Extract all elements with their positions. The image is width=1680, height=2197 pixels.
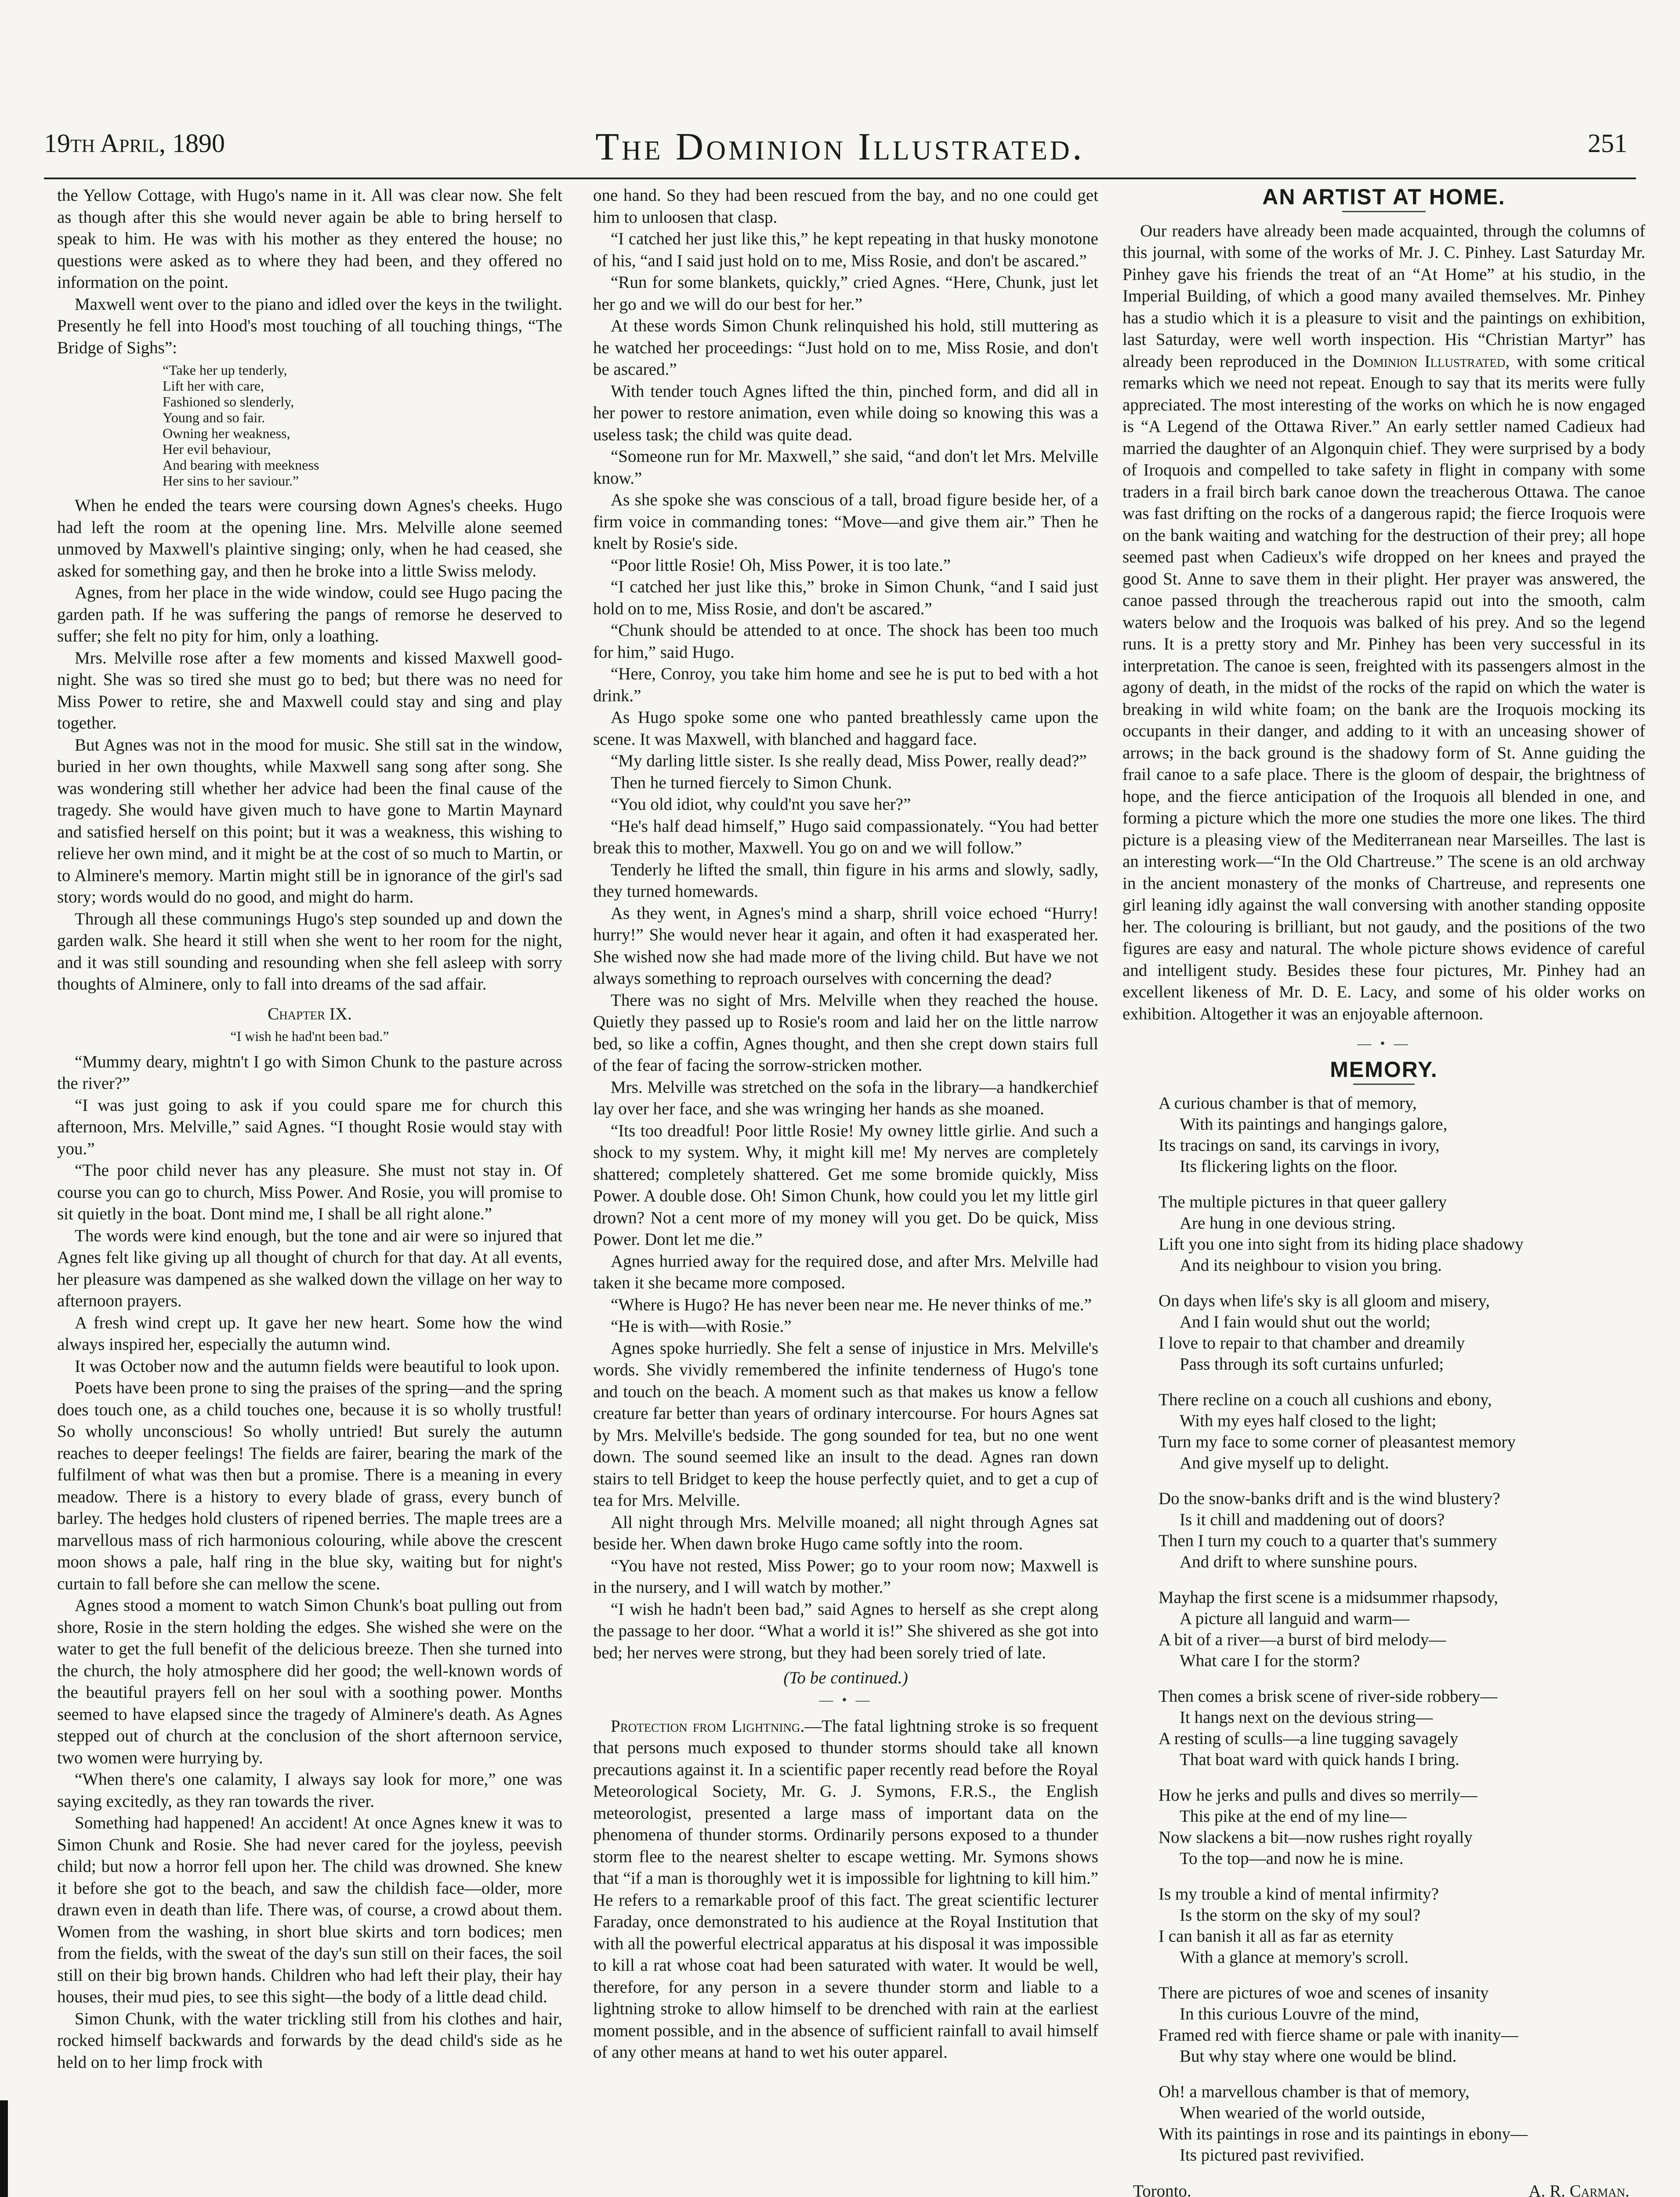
- poem-line: Owning her weakness,: [163, 425, 290, 441]
- section-divider: — • —: [1357, 1035, 1411, 1051]
- poem-line: How he jerks and pulls and dives so merrily—: [1159, 1785, 1477, 1805]
- poem-stanza: [1122, 2081, 1645, 2166]
- poem-line: In this curious Louvre of the mind,: [1180, 2004, 1419, 2023]
- poem-line: Her evil behaviour,: [163, 441, 271, 457]
- issue-date: 19th April, 1890: [44, 129, 225, 158]
- poem-line: Its pictured past revivified.: [1180, 2145, 1365, 2164]
- paragraph: Agnes stood a moment to watch Simon Chunk's boat pulling out from shore, Rosie in the stern holding the edges. She wished she were on the water to get the full benefit of the delicious breeze. Then she turned into the church, the holy atmosphere did her good; the well-known words of the beautiful prayers fell on her soul with a soothing power. Months seemed to have elapsed since the tragedy of Alminere's death. As Agnes stepped out of church at the conclusion of the short afternoon service, two women were hurrying by.: [57, 1596, 562, 1767]
- chapter-heading: Chapter IX.: [268, 1004, 352, 1023]
- poem-line: A curious chamber is that of memory,: [1159, 1093, 1417, 1113]
- column-1: [57, 185, 562, 2197]
- paragraph: “He's half dead himself,” Hugo said compassionately. “You had better break this to mother, Maxwell. You go on and we will follow.”: [593, 816, 1098, 857]
- poem-title: MEMORY.: [1330, 1057, 1438, 1082]
- paragraph: “I catched her just like this,” broke in Simon Chunk, “and I said just hold on to me, Miss Rosie, and don't be ascared.”: [593, 577, 1098, 618]
- publication-title: The Dominion Illustrated.: [595, 126, 1085, 168]
- poem-line: With my eyes half closed to the light;: [1180, 1411, 1437, 1430]
- paragraph: As Hugo spoke some one who panted breathlessly came upon the scene. It was Maxwell, with blanched and haggard face.: [593, 708, 1098, 749]
- text-run: , with some critical remarks which we need not repeat. Enough to say that its merits were fully appreciated. The most interesting of the works on which he is now engaged is “A Legend of the Ottawa River.” An early settler named Cadieux had married the daughter of an Algonquin chief. They were surprised by a body of Iroquois and compelled to take safety in flight in company with some traders in a frail birch bark canoe down the treacherous Ottawa. The canoe was fast drifting on the rocks of a dangerous rapid; the fierce Iroquois were on the bank waiting and watching for the destruction of their prey; all hope seemed past when Cadieux's wife dropped on her knees and prayed the good St. Anne to save them in their plight. Her prayer was answered, the canoe passed through the treacherous rapid out into the smooth, calm waters below and the Iroquois was balked of his prey. And so the legend runs. It is a pretty story and Mr. Pinhey has been very successful in its interpretation. The canoe is seen, freighted with its passengers almost in the agony of death, in the midst of the rocks of the rapid on which the water is breaking in wild white foam; on the bank are the Iroquois mocking its occupants in their danger, and adding to it with an unceasing shower of arrows; in the back ground is the shadowy form of St. Anne guiding the frail canoe to a safe place. There is the gloom of despair, the brightness of hope, and the fierce anticipation of the Iroquois all blended in one, and forming a picture which the more one studies the more one likes. The third picture is a pleasing view of the Mediterranean near Marseilles. The last is an interesting work—“In the Old Chartreuse.” The scene is an old archway in the ancient monastery of the monks of Chartreuse, and represents one girl leaning idly against the wall conversing with another standing opposite her. The colouring is brilliant, but not gaudy, and the positions of the two figures are easy and natural. The whole picture shows evidence of careful and intelligent study. Besides these four pictures, Mr. Pinhey had an excellent likeness of Mr. D. E. Lacy, and some of his older works on exhibition. Altogether it was an enjoyable afternoon.: [1122, 352, 1645, 1023]
- paragraph: “Poor little Rosie! Oh, Miss Power, it is too late.”: [611, 555, 951, 575]
- paragraph: Maxwell went over to the piano and idled over the keys in the twilight. Presently he fell into Hood's most touching of all touching things, “The Bridge of Sighs”:: [57, 294, 562, 357]
- poem-stanza: [1122, 1686, 1645, 1770]
- column-2: [593, 185, 1098, 2197]
- paragraph: Agnes hurried away for the required dose, and after Mrs. Melville had taken it she became more composed.: [593, 1251, 1098, 1292]
- article-run-in-title: Protection from Lightning.: [611, 1716, 805, 1736]
- section-divider: — • —: [819, 1691, 873, 1708]
- poem-line: Then comes a brisk scene of river-side robbery—: [1159, 1686, 1498, 1706]
- poem-line: And bearing with meekness: [163, 457, 319, 473]
- paragraph: “You old idiot, why could'nt you save her?”: [611, 795, 911, 814]
- paragraph: the Yellow Cottage, with Hugo's name in it. All was clear now. She felt as though after this she would never again be able to bring herself to speak to him. He was with his mother as they entered the house; no questions were asked as to where they had been, and they offered no information on the point.: [57, 186, 562, 292]
- masthead-rule: [44, 178, 1636, 179]
- place-name: Toronto.: [1133, 2181, 1191, 2197]
- paragraph: Simon Chunk, with the water trickling still from his clothes and hair, rocked himself backwards and forwards by the dead child's side as he held on to her limp frock with: [57, 2009, 562, 2072]
- poem-line: Young and so fair.: [163, 410, 265, 425]
- paragraph: “Where is Hugo? He has never been near me. He never thinks of me.”: [611, 1295, 1092, 1314]
- paragraph: “I wish he hadn't been bad,” said Agnes to herself as she crept along the passage to her door. “What a world it is!” She shivered as she got into bed; her nerves were strong, but they had been sorely tried of late.: [593, 1599, 1098, 1662]
- chapter-epigraph: “I wish he had'nt been bad.”: [230, 1028, 389, 1044]
- paragraph: With tender touch Agnes lifted the thin, pinched form, and did all in her power to restore animation, even while doing so knowing this was a useless task; the child was quite dead.: [593, 381, 1098, 444]
- title-rule: [1342, 211, 1426, 212]
- paragraph: Agnes, from her place in the wide window, could see Hugo pacing the garden path. If he was suffering the pangs of remorse he deserved to suffer; she felt no pity for him, only a loathing.: [57, 583, 562, 645]
- poem-line: Do the snow-banks drift and is the wind blustery?: [1159, 1489, 1500, 1508]
- poem-line: Then I turn my couch to a quarter that's summery: [1159, 1531, 1497, 1550]
- poem-line: This pike at the end of my line—: [1180, 1806, 1407, 1826]
- poem-line: Oh! a marvellous chamber is that of memory,: [1159, 2082, 1470, 2101]
- poem-line: With its paintings and hangings galore,: [1180, 1114, 1448, 1134]
- paragraph: At these words Simon Chunk relinquished his hold, still muttering as he watched her proceedings: “Just hold on to me, Miss Rosie, and don't be ascared.”: [593, 316, 1098, 379]
- poem-line: To the top—and now he is mine.: [1180, 1849, 1404, 1868]
- poem-line: And I fain would shut out the world;: [1180, 1312, 1430, 1331]
- paragraph: “Someone run for Mr. Maxwell,” she said, “and don't let Mrs. Melville know.”: [593, 447, 1098, 488]
- poem-line: Framed red with fierce shame or pale with inanity—: [1159, 2025, 1518, 2045]
- poem-line: Mayhap the first scene is a midsummer rhapsody,: [1159, 1588, 1498, 1607]
- poem-stanza: [1122, 1983, 1645, 2067]
- poem-stanza: [1122, 1884, 1645, 1968]
- poem-stanza: [1122, 1192, 1645, 1276]
- paragraph: “You have not rested, Miss Power; go to your room now; Maxwell is in the nursery, and I will watch by mother.”: [593, 1556, 1098, 1597]
- paragraph: one hand. So they had been rescued from the bay, and no one could get him to unloosen that clasp.: [593, 186, 1098, 227]
- paragraph: [1122, 220, 1645, 1025]
- paragraph: “He is with—with Rosie.”: [611, 1317, 792, 1336]
- paragraph: Tenderly he lifted the small, thin figure in his arms and slowly, sadly, they turned homewards.: [593, 860, 1098, 901]
- paragraph: It was October now and the autumn fields were beautiful to look upon.: [75, 1356, 560, 1376]
- paragraph: There was no sight of Mrs. Melville when they reached the house. Quietly they passed up to Rosie's room and laid her on the little narrow bed, so like a coffin, Agnes thought, and then she crept down stairs full of the fear of facing the sorrow-stricken mother.: [593, 990, 1098, 1075]
- signature: [1133, 2180, 1629, 2197]
- poem-line: I love to repair to that chamber and dreamily: [1159, 1333, 1465, 1352]
- paragraph: “I was just going to ask if you could spare me for church this afternoon, Mrs. Melville,” said Agnes. “I thought Rosie would stay with you.”: [57, 1095, 562, 1158]
- poem-line: Are hung in one devious string.: [1180, 1213, 1396, 1233]
- paragraph: “Its too dreadful! Poor little Rosie! My owney little girlie. And such a shock to my system. Why, it might kill me! My nerves are completely shattered; completely shattered. Get me some bromide quickly, Miss Power. A double dose. Oh! Simon Chunk, how could you let my little girl drown? Not a cent more of my money will you get. Do be quick, Miss Power. Dont let me die.”: [593, 1121, 1098, 1249]
- poem-line: Its flickering lights on the floor.: [1180, 1157, 1398, 1176]
- poem-stanza: [1122, 1587, 1645, 1671]
- poem-line: Is my trouble a kind of mental infirmity?: [1159, 1884, 1439, 1903]
- paragraph: Agnes spoke hurriedly. She felt a sense of injustice in Mrs. Melville's words. She vividly remembered the infinite tenderness of Hugo's tone and touch on the beach. A moment such as that makes us know a fellow creature far better than years of ordinary intercourse. For hours Agnes sat by Mrs. Melville's bedside. The gong sounded for tea, but no one went down. The sound seemed like an insult to the dead. Agnes ran down stairs to tell Bridget to keep the house perfectly quiet, and to get a cup of tea for Mrs. Melville.: [593, 1338, 1098, 1510]
- paragraph: “My darling little sister. Is she really dead, Miss Power, really dead?”: [611, 751, 1087, 770]
- poem-line: The multiple pictures in that queer gallery: [1159, 1192, 1447, 1211]
- poem-line: A resting of sculls—a line tugging savagely: [1159, 1729, 1459, 1748]
- poem-line: Pass through its soft curtains unfurled;: [1180, 1354, 1444, 1374]
- paragraph: “When there's one calamity, I always say look for more,” one was saying excitedly, as they ran towards the river.: [57, 1770, 562, 1811]
- poem-line: Now slackens a bit—now rushes right royally: [1159, 1827, 1473, 1847]
- poem-line: “Take her up tenderly,: [163, 362, 287, 378]
- paragraph: But Agnes was not in the mood for music. She still sat in the window, buried in her own thoughts, while Maxwell sang song after song. She was wondering still whether her advice had been the final cause of the tragedy. She would have given much to have gone to Martin Maynard and satisfied herself on this point; but it was a weakness, this wishing to relieve her own mind, and it might be at the cost of so much to Martin, or to Alminere's memory. Martin might still be in ignorance of the girl's sad story; words would do no good, and might do harm.: [57, 735, 562, 906]
- article-title: AN ARTIST AT HOME.: [1262, 185, 1506, 209]
- paragraph: As they went, in Agnes's mind a sharp, shrill voice echoed “Hurry! hurry!” She would never hear it again, and often it had exasperated her. She wished now she had made more of the living child. But have we not always something to reproach ourselves with concerning the dead?: [593, 903, 1098, 988]
- poem-line: When wearied of the world outside,: [1180, 2103, 1425, 2122]
- lightning-article: [593, 1715, 1098, 2063]
- title-rule: [1353, 1084, 1415, 1085]
- page-number: 251: [1588, 129, 1627, 158]
- paragraph: “Run for some blankets, quickly,” cried Agnes. “Here, Chunk, just let her go and we will do our best for her.”: [593, 273, 1098, 314]
- journal-name: Dominion Illustrated: [1352, 352, 1506, 371]
- poem-line: And drift to where sunshine pours.: [1180, 1552, 1418, 1571]
- quoted-poem: [163, 362, 562, 489]
- poem-line: Is it chill and maddening out of doors?: [1180, 1510, 1445, 1529]
- paragraph: “Here, Conroy, you take him home and see he is put to bed with a hot drink.”: [593, 664, 1098, 705]
- masthead: [44, 124, 1636, 177]
- column-3: [1122, 185, 1645, 2197]
- poem-memory: [1122, 1093, 1645, 2166]
- poem-line: Turn my face to some corner of pleasantest memory: [1159, 1432, 1516, 1451]
- poem-line: Is the storm on the sky of my soul?: [1180, 1905, 1421, 1925]
- poem-line: And its neighbour to vision you bring.: [1180, 1255, 1442, 1275]
- poem-stanza: [1122, 1389, 1645, 1474]
- poem-line: Lift you one into sight from its hiding place shadowy: [1159, 1234, 1524, 1254]
- poem-line: On days when life's sky is all gloom and misery,: [1159, 1291, 1490, 1310]
- poem-line: There recline on a couch all cushions and ebony,: [1159, 1390, 1492, 1409]
- poem-line: Lift her with care,: [163, 378, 264, 394]
- poem-line: What care I for the storm?: [1180, 1651, 1360, 1670]
- binding-edge: [0, 2100, 8, 2197]
- paragraph: “I catched her just like this,” he kept repeating in that husky monotone of his, “and I said just hold on to me, Miss Rosie, and don't be ascared.”: [593, 229, 1098, 270]
- poem-line: There are pictures of woe and scenes of insanity: [1159, 1983, 1489, 2002]
- poem-stanza: [1122, 1093, 1645, 1177]
- paragraph: “Mummy deary, mightn't I go with Simon Chunk to the pasture across the river?”: [57, 1052, 562, 1093]
- poem-line: I can banish it all as far as eternity: [1159, 1926, 1394, 1946]
- paragraph: As she spoke she was conscious of a tall, broad figure beside her, of a firm voice in commanding tones: “Move—and give them air.” Then he knelt by Rosie's side.: [593, 490, 1098, 553]
- paragraph: When he ended the tears were coursing down Agnes's cheeks. Hugo had left the room at the opening line. Mrs. Melville alone seemed unmoved by Maxwell's plaintive singing; only, when he had ceased, she asked for something gay, and then he broke into a little Swiss melody.: [57, 496, 562, 580]
- poem-line: Fashioned so slenderly,: [163, 394, 294, 410]
- paragraph: Something had happened! An accident! At once Agnes knew it was to Simon Chunk and Rosie. She had never cared for the joyless, peevish child; but now a horror fell upon her. The child was drowned. She knew it before she got to the beach, and saw the childish face—older, more drawn even in death than life. There was, of course, a crowd about them. Women from the washing, in short blue skirts and torn bodices; men from the fields, with the sweat of the day's sun still on their faces, the soil still on their big brown hands. Children who had left their play, their hay houses, their mud pies, to see this sight—the body of a little dead child.: [57, 1813, 562, 2006]
- poem-line: Its tracings on sand, its carvings in ivory,: [1159, 1135, 1440, 1155]
- paragraph: All night through Mrs. Melville moaned; all night through Agnes sat beside her. When dawn broke Hugo came softly into the room.: [593, 1512, 1098, 1553]
- paragraph: Then he turned fiercely to Simon Chunk.: [611, 773, 892, 792]
- text-run: Our readers have already been made acquainted, through the columns of this journal, with some of the works of Mr. J. C. Pinhey. Last Saturday Mr. Pinhey gave his friends the treat of an “At Home” at his studio, in the Imperial Building, of which a good many availed themselves. Mr. Pinhey has a studio which it is a pleasure to visit and the paintings on exhibition, last Saturday, were well worth inspection. His “Christian Martyr” has already been reproduced in the: [1122, 221, 1645, 371]
- poem-line: A bit of a river—a burst of bird melody—: [1159, 1630, 1446, 1649]
- paragraph: Mrs. Melville rose after a few moments and kissed Maxwell good-night. She was so tired she must go to bed; but there was no need for Miss Power to retire, she and Maxwell could stay and sing and play together.: [57, 648, 562, 732]
- paragraph: Through all these communings Hugo's step sounded up and down the garden walk. She heard it still when she went to her room for the night, and it was still sounding and resounding when she fell asleep with sorry thoughts of Alminere, only to fall into dreams of the sad affair.: [57, 909, 562, 993]
- poem-line: That boat ward with quick hands I bring.: [1180, 1750, 1459, 1769]
- poem-line: And give myself up to delight.: [1180, 1453, 1389, 1472]
- paragraph: Mrs. Melville was stretched on the sofa in the library—a handkerchief lay over her face, and she was wringing her hands as she moaned.: [593, 1077, 1098, 1118]
- to-be-continued: (To be continued.): [783, 1668, 908, 1687]
- paragraph: Poets have been prone to sing the praises of the spring—and the spring does touch one, as a child touches one, because it is so wholly trustful! So wholly unconscious! So wholly untried! But surely the autumn reaches to deeper feelings! The fields are fairer, bearing the mark of the fulfilment of what was then but a promise. There is a meaning in every meadow. There is a history to every blade of grass, every bunch of barley. The hedges hold clusters of ripened berries. The maple trees are a marvellous mass of rich harmonious colouring, while above the crescent moon shows a pale, half ring in the blue sky, waiting but for night's curtain to fall before she can mellow the scene.: [57, 1378, 562, 1593]
- poem-line: Her sins to her saviour.”: [163, 473, 299, 489]
- poem-stanza: [1122, 1291, 1645, 1375]
- paragraph: A fresh wind crept up. It gave her new heart. Some how the wind always inspired her, especially the autumn wind.: [57, 1313, 562, 1354]
- poem-line: With a glance at memory's scroll.: [1180, 1947, 1408, 1967]
- poem-line: It hangs next on the devious string—: [1180, 1708, 1433, 1727]
- author-name: A. R. Carman.: [1528, 2181, 1629, 2197]
- poem-stanza: [1122, 1785, 1645, 1869]
- paragraph: “Chunk should be attended to at once. The shock has been too much for him,” said Hugo.: [593, 621, 1098, 662]
- paragraph: The words were kind enough, but the tone and air were so injured that Agnes felt like giving up all thought of church for that day. At all events, her pleasure was dampened as she walked down the village on her way to afternoon prayers.: [57, 1226, 562, 1310]
- poem-stanza: [1122, 1488, 1645, 1573]
- article-body: —The fatal lightning stroke is so frequent that persons much exposed to thunder storms should take all known precautions against it. In a scientific paper recently read before the Royal Meteorological Society, Mr. G. J. Symons, F.R.S., the English meteorologist, presented a large mass of important data on the phenomena of thunder storms. Ordinarily persons exposed to a thunder storm flee to the nearest shelter to escape wetting. Mr. Symons shows that “if a man is thoroughly wet it is impossible for lightning to kill him.” He refers to a remarkable proof of this fact. The great scientific lecturer Faraday, once demonstrated to his audience at the Royal Institution that with all the powerful electrical apparatus at his disposal it was impossible to kill a rat whose coat had been saturated with water. It would be well, therefore, for any person in a severe thunder storm and liable to a lightning stroke to allow himself to be drenched with rain at the earliest moment possible, and in the absence of sufficient rainfall to avail himself of any other means at hand to wet his outer apparel.: [593, 1716, 1098, 2062]
- poem-line: But why stay where one would be blind.: [1180, 2046, 1457, 2066]
- poem-line: A picture all languid and warm—: [1180, 1609, 1410, 1628]
- poem-line: With its paintings in rose and its paintings in ebony—: [1159, 2124, 1528, 2143]
- paragraph: “The poor child never has any pleasure. She must not stay in. Of course you can go to church, Miss Power. And Rosie, you will promise to sit quietly in the boat. Dont mind me, I shall be all right alone.”: [57, 1161, 562, 1223]
